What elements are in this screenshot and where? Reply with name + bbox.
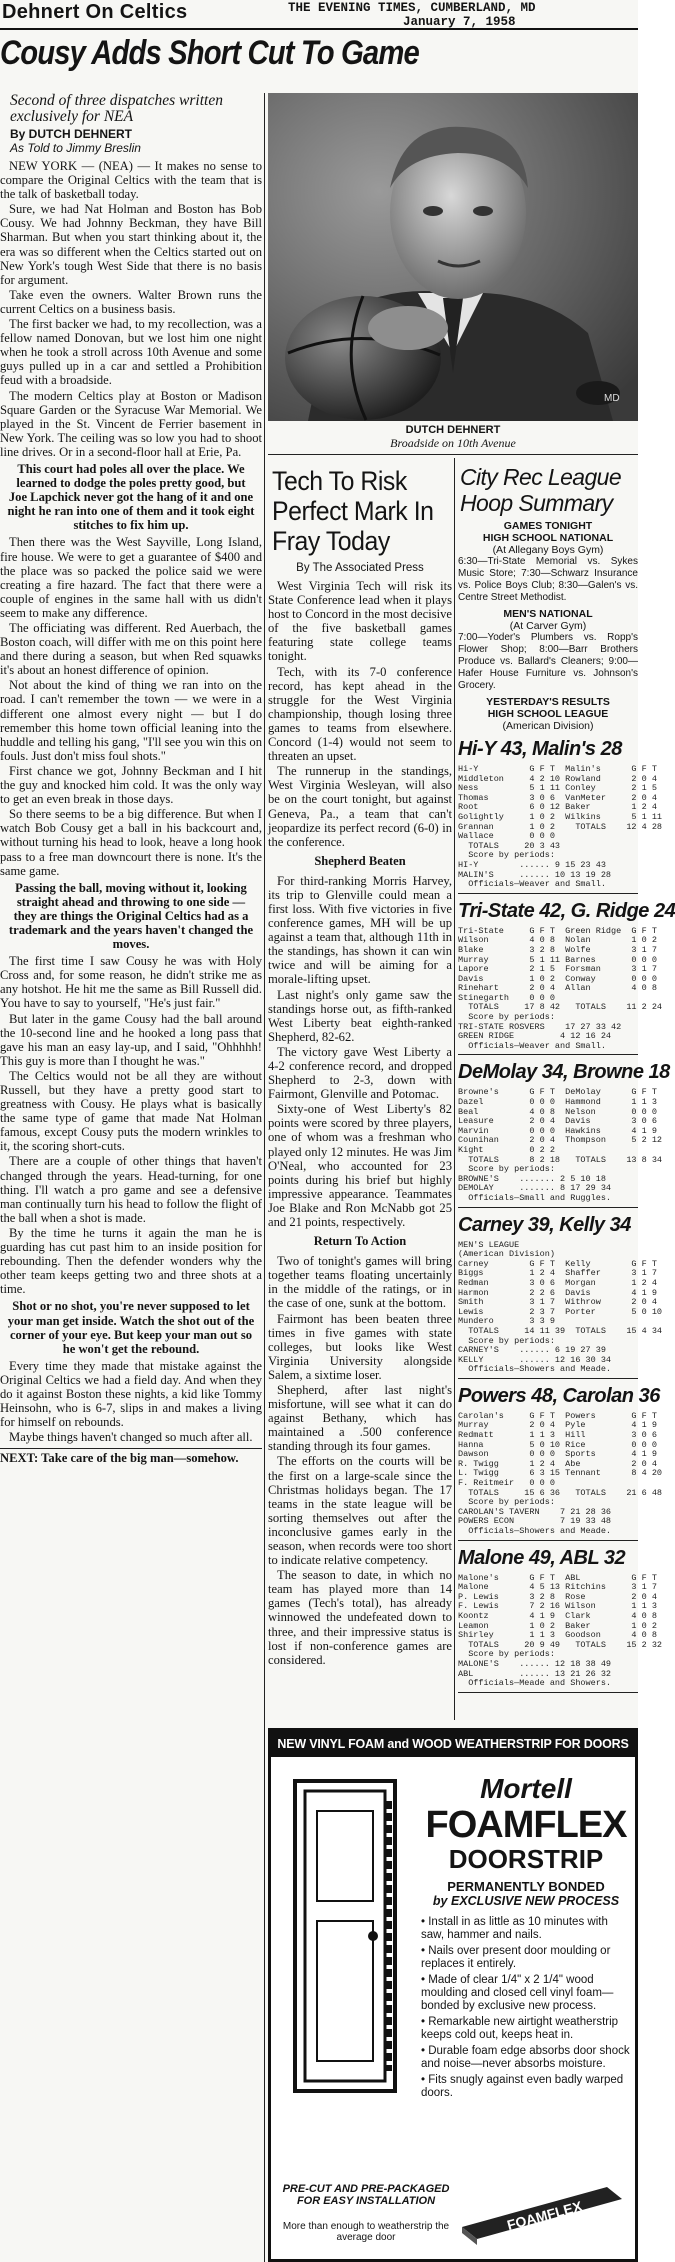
column-rule [454, 458, 455, 1720]
box-score-line: Golightly 1 0 2 Wilkins 5 1 11 [458, 811, 663, 822]
box-score-line: Thomas 3 0 6 VanMeter 2 0 4 [458, 792, 657, 803]
box-score-line: Beal 4 0 8 Nelson 0 0 0 [458, 1106, 657, 1117]
tech-paragraph: Sixty-one of West Liberty's 82 points were scored by three players, one of whom was a freshman who played only 12 minutes. He was Jim O'Neal, who accounted for 23 points during his brief but highly impressive appearance. Teammates Joe Blake and Ron McNabb got 25 and 21 points, respectively. [268, 1102, 452, 1230]
dateline [288, 1, 536, 29]
portrait-image [268, 93, 638, 421]
sched-heading: GAMES TONIGHT [503, 520, 593, 532]
box-score-line: Officials—Meade and Showers. [458, 1678, 612, 1689]
box-score-line: Smith 3 1 7 Withrow 2 0 4 [458, 1297, 657, 1308]
ad-bullet: • Remarkable new airtight weatherstrip keeps cold out, keeps heat in. [421, 2016, 619, 2041]
box-score-line: TOTALS 15 6 36 TOTALS 21 6 48 [458, 1487, 663, 1498]
box-score-line: Hi-Y G F T Malin's G F T [458, 764, 657, 774]
box-score-line: Murray 2 0 4 Pyle 4 1 9 [458, 1420, 657, 1431]
ad-tagline: by EXCLUSIVE NEW PROCESS [432, 1894, 620, 1908]
game-results [458, 738, 675, 1693]
box-score-line: POWERS ECON 7 19 33 48 [458, 1516, 612, 1527]
ad-bullet: • Nails over present door moulding or replaces it entirely. [421, 1945, 611, 1970]
box-score-line: P. Lewis 3 2 8 Rose 2 0 4 [458, 1591, 657, 1602]
as-told-line: As Told to Jimmy Breslin [10, 141, 141, 155]
box-score-line: F. Reitmeir 0 0 0 [458, 1478, 555, 1489]
box-score-line: Counihan 2 0 4 Thompson 5 2 12 [458, 1135, 663, 1146]
tech-paragraph: For third-ranking Morris Harvey, its trip to Glenville could mean a first loss. With five victories in five conference games, MH will be up against a team that, although 11th in the standings, has shown it can win twice and will be aiming for a morale-lifting upset. [268, 873, 452, 987]
box-score-line: DEMOLAY ....... 8 17 29 34 [458, 1183, 612, 1194]
box-score-line: HI-Y ...... 9 15 23 43 [458, 859, 606, 870]
box-score-line: Hanna 5 0 10 Rice 0 0 0 [458, 1439, 657, 1450]
box-score-line: Blake 3 2 8 Wolfe 3 1 7 [458, 944, 657, 955]
tech-paragraph: The victory gave West Liberty a 4-2 conference record, and dropped Shepherd to 2-3, down with Fairmont, Glenville and Potomac. [268, 1044, 452, 1102]
sched-league: HIGH SCHOOL NATIONAL [482, 532, 614, 544]
package-label: FOAMFLEX [505, 2197, 584, 2234]
results-league: HIGH SCHOOL LEAGUE [487, 708, 609, 720]
box-score-line: Lapore 2 1 5 Forsman 3 1 7 [458, 964, 657, 975]
main-headline: Cousy Adds Short Cut To Game [0, 34, 419, 72]
results-heading: YESTERDAY'S RESULTS [486, 696, 610, 708]
story-paragraph: Every time they made that mistake against the Original Celtics we had a field day. And when they do it against Boston these nights, a kid like Tommy Heinsohn, who is 6-7, slips in and makes a living for himself on rebounds. [0, 1358, 262, 1430]
box-score-line: L. Twigg 6 3 15 Tennant 8 4 20 [458, 1468, 663, 1479]
story-paragraph: So there seems to be a big difference. But when I watch Bob Cousy get a ball in his backcourt and, without turning his head to look, heave a long hook pass to a free man downcourt there is none. It's the same game. [0, 807, 262, 878]
box-score-line: Davis 1 0 2 Conway 0 0 0 [458, 973, 657, 984]
box-score-line: (American Division) [458, 1249, 555, 1260]
box-score-line: R. Twigg 1 2 4 Abe 2 0 4 [458, 1458, 657, 1469]
results-division: (American Division) [502, 720, 594, 732]
tech-paragraph: Last night's only game saw the standings horse out, as fifth-ranked West Liberty beat eighth-ranked Shepherd, 82-62. [268, 987, 452, 1044]
next-teaser: NEXT: Take care of the big man—somehow. [0, 1451, 239, 1466]
box-score-line: Officials—Showers and Meade. [458, 1364, 612, 1375]
box-score-line: Officials—Small and Ruggles. [458, 1192, 612, 1203]
rec-headline: City Rec League Hoop Summary [460, 464, 622, 516]
dehnert-column [0, 93, 262, 2262]
game-title: Tri-State 42, G. Ridge 24 [458, 899, 675, 922]
box-score-line: Shirley 1 1 3 Goodson 4 0 8 [458, 1630, 657, 1641]
tech-headline: Tech To Risk Perfect Mark In Fray Today [272, 466, 434, 556]
box-score-line: Biggs 1 2 4 Shaffer 3 1 7 [458, 1268, 657, 1279]
box-score-line: Browne's G F T DeMolay G F T [458, 1087, 657, 1098]
date: January 7, 1958 [403, 15, 516, 29]
bold-quote: Passing the ball, moving without it, looking straight ahead and throwing to one side — they are things the Original Celtics had as a trademark and the years haven't changed the moves. [8, 880, 254, 952]
sched-league: MEN'S NATIONAL [503, 608, 593, 620]
box-score-line: Marvin 0 0 0 Hawkins 4 1 9 [458, 1125, 657, 1136]
tech-subhead: Shepherd Beaten [314, 853, 406, 868]
column-rule [264, 93, 265, 2262]
bold-quote: Shot or no shot, you're never supposed to let your man get inside. Watch the shot out of the corner of your eye. But keep your man out so he won't get the rebound. [7, 1299, 255, 1356]
page-header [0, 0, 638, 30]
story-paragraph: By the time he turns it again the man he is guarding has cut past him to an inside position for rebounding. Then the defender wonders why the other team keeps getting two and three shots at a time. [0, 1225, 262, 1297]
box-score-line: Malone 4 5 13 Ritchins 3 1 7 [458, 1582, 657, 1593]
box-score-line: TOTALS 20 9 49 TOTALS 15 2 32 [458, 1639, 663, 1650]
sched-venue: (At Allegany Boys Gym) [492, 544, 604, 556]
box-score [458, 764, 663, 890]
tech-subhead: Return To Action [313, 1234, 407, 1249]
rule [458, 1054, 638, 1055]
box-score-line: Score by periods: [458, 1497, 555, 1508]
rule [268, 454, 638, 455]
svg-text:MD: MD [604, 393, 620, 404]
box-score-line: TRI-STATE ROSVERS 17 27 33 42 [458, 1021, 622, 1032]
story-paragraph: Then there was the West Sayville, Long Island, fire house. We were to get a guarantee of $400 and the place was so packed the police said we were creating a fire hazard. The fact that there were a couple of engines in the same hall with us didn't seem to make any difference. [0, 535, 262, 620]
box-score-line: Redman 3 0 6 Morgan 1 2 4 [458, 1277, 657, 1288]
box-score-line: TOTALS 14 11 39 TOTALS 15 4 34 [458, 1325, 663, 1336]
box-score-line: Score by periods: [458, 1012, 555, 1023]
box-score-line: Officials—Showers and Meade. [458, 1526, 612, 1536]
box-score-line: Score by periods: [458, 1164, 555, 1175]
byline: By DUTCH DEHNERT [10, 127, 133, 141]
box-score-line: Officials—Weaver and Small. [458, 1040, 606, 1051]
story-paragraph: NEW YORK — (NEA) — It makes no sense to compare the Original Celtics with the team that is the talk of basketball today. [0, 159, 262, 202]
box-score-line: Score by periods: [458, 1649, 555, 1660]
box-score-line: Ness 5 1 11 Conley 2 1 5 [458, 783, 657, 794]
box-score-line: Tri-State G F T Green Ridge G F T [458, 925, 657, 936]
box-score-line: Grannan 1 0 2 TOTALS 12 4 28 [458, 821, 663, 832]
tech-paragraph: Shepherd, after last night's misfortune, will see what it can do against Bethany, which has maintained a .500 conference standing through its four games. [268, 1382, 452, 1454]
box-score-line: MALONE'S ...... 12 18 38 49 [458, 1658, 612, 1669]
tech-byline: By The Associated Press [296, 562, 424, 574]
rec-column [458, 458, 675, 1720]
caption-desc: Broadside on 10th Avenue [390, 436, 516, 450]
box-score-line: Koontz 4 1 9 Clark 4 0 8 [458, 1610, 657, 1621]
story-paragraph: Sure, we had Nat Holman and Boston has Bob Cousy. We had Johnny Beckman, they have Bill Sharman. But when you start thinking about it, the era was so different when the Celtics started out on New York's tough West Side that there is no basis for argument. [0, 202, 262, 287]
box-score-line: Score by periods: [458, 1335, 555, 1346]
story-paragraph: The officiating was different. Red Auerbach, the Boston coach, will differ with me on this point here and there during a season, but when Red squawks it's about an honest difference of opinion. [0, 621, 262, 678]
box-score-line: Dazel 0 0 0 Hammond 1 1 3 [458, 1097, 657, 1108]
ad-footer-note: More than enough to weatherstrip the average door [282, 2221, 450, 2243]
box-score-line: CAROLAN'S TAVERN 7 21 28 36 [458, 1506, 612, 1517]
sched-games: 7:00—Yoder's Plumbers vs. Ropp's Flower Shop; 8:00—Barr Brothers Produce vs. Ballard's Cleaners; 9:00—Hafer House Furniture vs. Johnson's Grocery. [458, 632, 638, 691]
box-score-line: ABL ...... 13 21 26 32 [458, 1668, 612, 1679]
story-paragraph: There are a couple of other things that haven't changed through the years. Head-turning, for one thing. I'll watch a pro game and see a defensive man continually turn his head to follow the flight of the ball when a shot is made. [0, 1154, 262, 1225]
sched-venue: (At Carver Gym) [509, 620, 587, 632]
game-title: Powers 48, Carolan 36 [458, 1384, 660, 1407]
box-score-line: Rinehart 2 0 4 Allan 4 0 8 [458, 983, 657, 994]
box-score-line: TOTALS 8 2 18 TOTALS 13 8 34 [458, 1154, 663, 1165]
tech-paragraph: West Virginia Tech will risk its State Conference lead when it plays host to Concord in the most decisive of the five basketball games featuring state college teams tonight. [268, 579, 452, 664]
game-title: Malone 49, ABL 32 [458, 1546, 626, 1569]
box-score-line: F. Lewis 7 2 16 Wilson 1 1 3 [458, 1601, 657, 1612]
ad-tagline: PERMANENTLY BONDED [447, 1879, 605, 1894]
box-score-line: Lewis 2 3 7 Porter 5 0 10 [458, 1306, 663, 1317]
box-score [458, 1410, 663, 1537]
box-score-line: Leamon 1 0 2 Baker 1 0 2 [458, 1620, 657, 1631]
package-illustration [457, 2177, 627, 2247]
game-title: Carney 39, Kelly 34 [458, 1213, 631, 1236]
tech-paragraph: The runnerup in the standings, West Virginia Wesleyan, will also be on the court tonight, but against Geneva, Pa., a team that can't jeopardize its perfect record (6-0) in the conference. [268, 764, 452, 849]
door-illustration [285, 1771, 405, 2101]
story-paragraph: The first time I saw Cousy he was with Holy Cross and, for some reason, he didn't strike me as any hotshot. He hit me the same as Bill Russell did. You have to say to yourself, "He's just fair." [0, 954, 262, 1011]
story-paragraph: But later in the game Cousy had the ball around the 10-second line and he hooked a long pass that gave his man an easy lay-up, and I said, "Ohhhhh! This guy is more than I thought he was." [0, 1011, 262, 1068]
deck: Second of three dispatches written exclusively for NEA [10, 92, 223, 125]
tech-paragraph: The season to date, in which no team has played more than 14 games (Tech's total), has already winnowed the undefeated down to three, and their impressive status is lost if non-conference games are considered. [268, 1568, 452, 1667]
story-paragraph: Maybe things haven't changed so much after all. [9, 1430, 253, 1445]
box-score-line: GREEN RIDGE 4 12 16 24 [458, 1031, 612, 1042]
rule [458, 893, 638, 894]
box-score-line: Harmon 2 2 6 Davis 4 1 9 [458, 1287, 657, 1298]
paper-name: THE EVENING TIMES, CUMBERLAND, MD [288, 1, 536, 15]
box-score [458, 925, 663, 1052]
box-score-line: Leasure 2 0 4 Davis 3 0 6 [458, 1116, 657, 1127]
box-score-line: Score by periods: [458, 850, 555, 861]
photo-caption [268, 424, 638, 451]
story-paragraph: The first backer we had, to my recollection, was a fellow named Donovan, but we lost him one night when he took a stroll across 10th Avenue and some guys pulled up in a car and settled a Prohibition feud with a broadside. [0, 317, 262, 388]
box-score-line: Murray 5 1 11 Barnes 0 0 0 [458, 954, 657, 965]
box-score-line: Malone's G F T ABL G F T [458, 1572, 657, 1583]
ad-bullet: • Durable foam edge absorbs door shock and noise—never absorbs moisture. [421, 2045, 630, 2070]
box-score-line: TOTALS 20 3 43 [458, 840, 561, 851]
ad-banner: NEW VINYL FOAM and WOOD WEATHERSTRIP FOR DOORS [271, 1731, 635, 1757]
story-paragraph: Not about the kind of thing we ran into on the road. I can't remember the town — we were in a different one almost every night — but I do remember this home town official leaning into the huddle and telling his gang, "I'll see you win this on fouls. Just don't miss foul shots." [0, 678, 262, 763]
story-paragraph: First chance we got, Johnny Beckman and I hit the guy and knocked him cold. It was the only way to get an even break in those days. [0, 763, 262, 807]
box-score-line: MALIN'S ...... 10 13 19 28 [458, 869, 612, 880]
foamflex-ad [268, 1728, 638, 2262]
story-paragraph: The Celtics would not be all they are without Russell, but they have a pretty good start to greatness with Cousy. He plays what is basically the same type of game that made Nat Holman famous, except Cousy puts the modern wrinkles to it, the scoring short-cuts. [0, 1068, 262, 1154]
game-title: DeMolay 34, Browne 18 [458, 1061, 670, 1084]
dehnert-photo [268, 93, 638, 421]
ad-product: FOAMFLEX [425, 1804, 627, 1846]
ad-product-type: DOORSTRIP [448, 1844, 604, 1874]
story-paragraph: Take even the owners. Walter Brown runs the current Celtics on a business basis. [0, 287, 262, 316]
box-score-line: Wallace 0 0 0 [458, 831, 555, 842]
box-score [458, 1572, 663, 1689]
box-score-line: KELLY ...... 12 16 30 34 [458, 1354, 612, 1365]
rule [458, 1692, 638, 1693]
box-score-line: Middleton 4 2 10 Rowland 2 0 4 [458, 773, 657, 784]
tech-paragraph: The efforts on the courts will be the first on a large-scale since the Christmas holidays began. The 17 teams in the state league will be sorting themselves out after the inconclusive games early in the season, when records were too short to indicate relative competency. [268, 1454, 452, 1568]
section-title: Dehnert On Celtics [2, 1, 188, 23]
sched-games: 6:30—Tri-State Memorial vs. Sykes Music Store; 7:30—Schwarz Insurance vs. Police Boys Club; 8:30—Galen's vs. Centre Street Methodist. [458, 556, 638, 603]
ad-bullets [421, 1916, 631, 2100]
ad-bullet: • Made of clear 1/4" x 2 1/4" wood moulding and closed cell vinyl foam—bonded by exclusive new process. [421, 1974, 614, 2012]
box-score-line: Carney G F T Kelly G F T [458, 1258, 657, 1269]
tech-column [268, 458, 452, 1720]
box-score-line: MEN'S LEAGUE [458, 1239, 520, 1250]
box-score-line: Kight 0 2 2 [458, 1145, 555, 1155]
box-score-line: Dawson 0 0 0 Sports 4 1 9 [458, 1449, 657, 1460]
box-score-line: Redmatt 1 1 3 Hill 3 0 6 [458, 1430, 657, 1441]
box-score [458, 1239, 663, 1375]
box-score-line: Mundero 3 3 9 [458, 1316, 555, 1327]
rule [458, 1207, 638, 1208]
box-score-line: CARNEY'S ...... 6 19 27 39 [458, 1345, 606, 1356]
tech-paragraph: Tech, with its 7-0 conference record, has kept ahead in the struggle for the West Virginia championship, though losing three games to teams from elsewhere. Concord (1-4) would not seem to threaten an upset. [268, 664, 452, 764]
ad-bullet: • Fits snugly against even badly warped doors. [421, 2074, 624, 2099]
box-score-line: Wilson 4 0 8 Nolan 1 0 2 [458, 935, 657, 946]
tech-paragraph: Fairmont has been beaten three times in five games with state colleges, but looks like West Virginia University alongside Salem, a sixtime loser. [268, 1311, 452, 1382]
box-score-line: Officials—Weaver and Small. [458, 879, 606, 890]
caption-name: DUTCH DEHNERT [405, 424, 501, 436]
game-title: Hi-Y 43, Malin's 28 [458, 738, 622, 760]
tech-paragraph: Two of tonight's games will bring together teams floating uncertainly in the middle of the ratings, or in the case of one, sunk at the bottom. [268, 1254, 452, 1311]
story-paragraph: The modern Celtics play at Boston or Madison Square Garden or the Syracuse War Memorial. We played in the St. Vincent de Ferrier basement in New York. The ceiling was so low you had to shoot line drives. Or in a second-floor hall at Erie, Pa. [0, 388, 262, 459]
box-score-line: BROWNE'S ....... 2 5 10 18 [458, 1173, 606, 1184]
rule [458, 1378, 638, 1379]
ad-bullet: • Install in as little as 10 minutes with saw, hammer and nails. [421, 1916, 608, 1941]
box-score-line: Carolan's G F T Powers G F T [458, 1410, 657, 1421]
box-score [458, 1087, 663, 1203]
box-score-line: TOTALS 17 8 42 TOTALS 11 2 24 [458, 1002, 663, 1013]
ad-brand: Mortell [480, 1773, 572, 1804]
box-score-line: Root 6 0 12 Baker 1 2 4 [458, 802, 657, 813]
rule [458, 1540, 638, 1541]
ad-footer: PRE-CUT AND PRE-PACKAGED FOR EASY INSTALLATION [282, 2183, 450, 2207]
bold-quote: This court had poles all over the place. We learned to dodge the poles pretty good, but Joe Lapchick never got the hang of it and one night he ran into one of them and it took eight stitches to fix him up. [7, 461, 255, 533]
box-score-line: Stinegarth 0 0 0 [458, 992, 555, 1003]
